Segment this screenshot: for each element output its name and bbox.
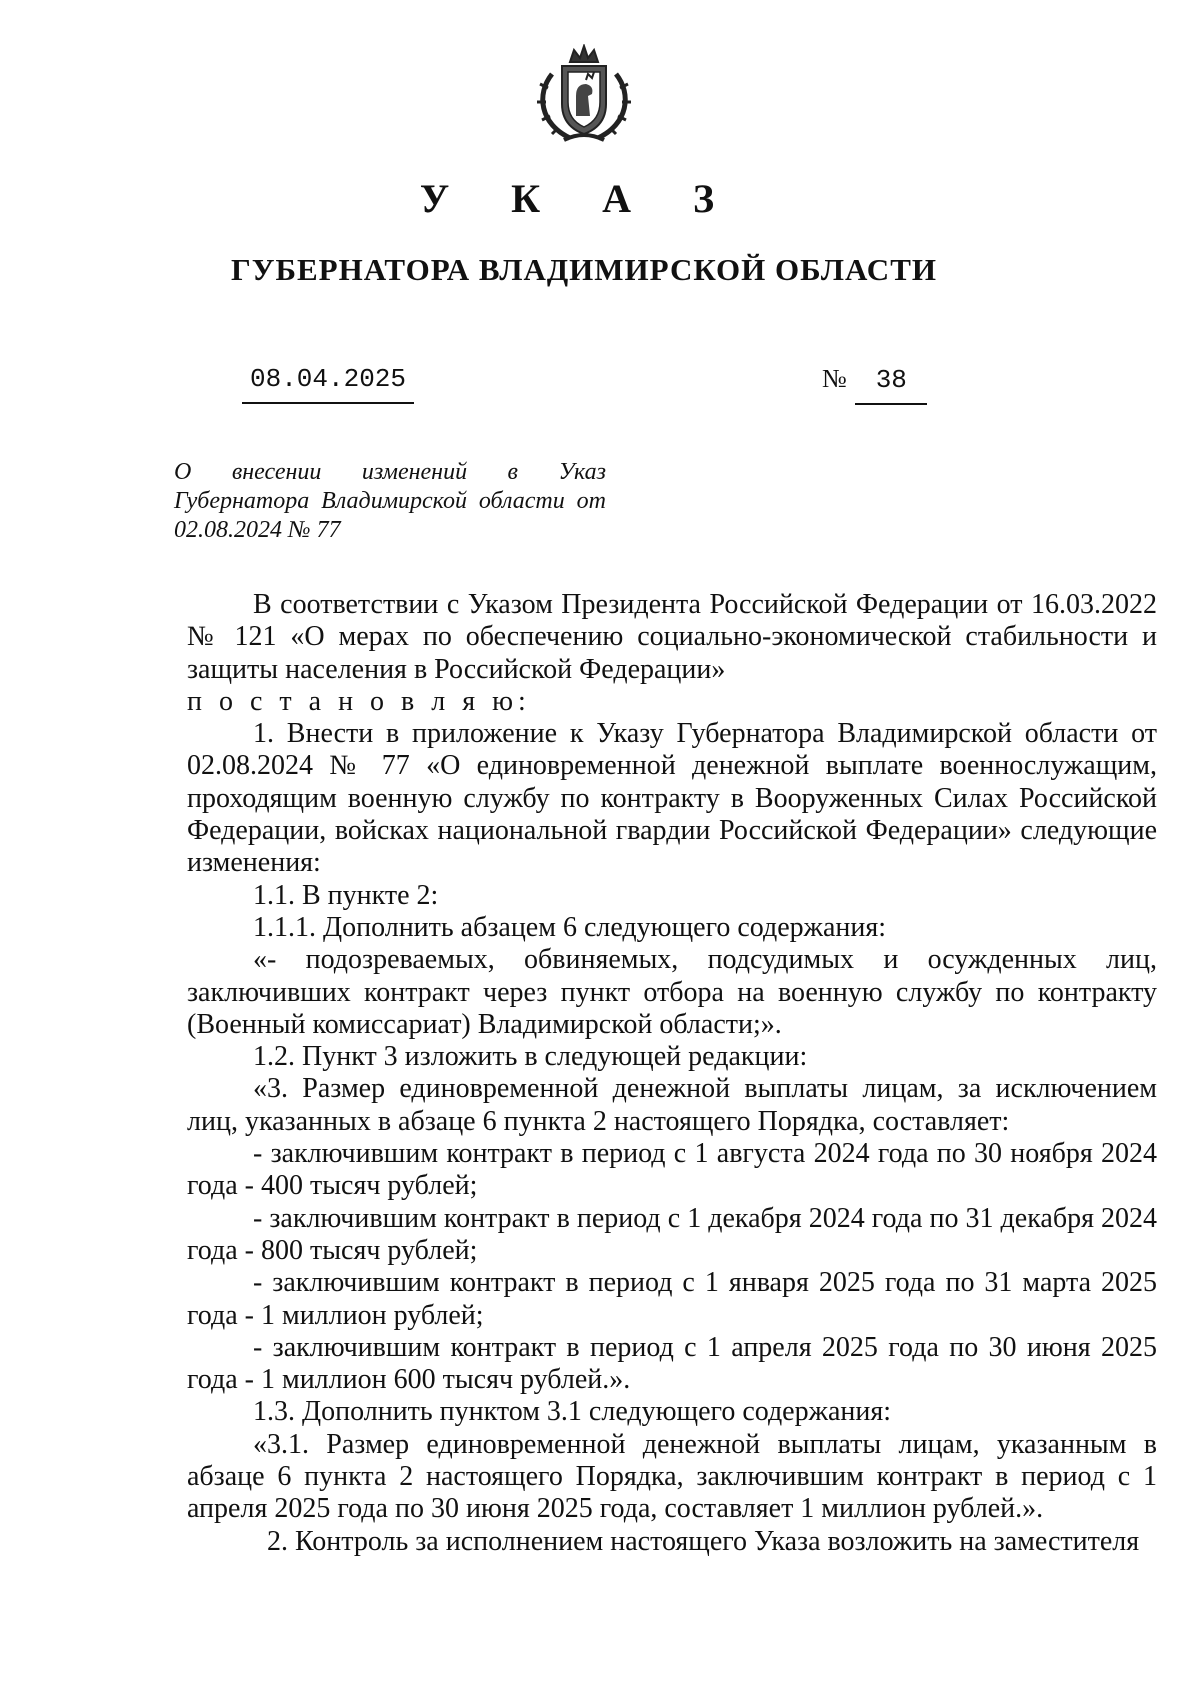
document-title: У К А З [419,176,741,221]
decree-word: п о с т а н о в л я ю: [187,685,531,717]
paragraph-1-1: 1.1. В пункте 2: [253,879,439,911]
paragraph-1-2-text: «3. Размер единовременной денежной выплаты лицам, за исключением лиц, указанных в абзаце 6 пункта 2 настоящего Порядка, составляет: [187,1073,1157,1137]
paragraph-1-2: 1.2. Пункт 3 изложить в следующей редакции: [253,1041,808,1073]
subject-line-2: Губернатора Владимирской области от [174,488,606,514]
preamble: В соответствии с Указом Президента Российской Федерации от 16.03.2022 № 121 «О мерах по обеспечению социально-экономической стабильности и защиты населения в Российской Федерации» [187,589,1157,685]
payment-item-4: - заключившим контракт в период с 1 апреля 2025 года по 30 июня 2025 года - 1 миллион 600 тысяч рублей.». [187,1331,1157,1396]
number-prefix: № [822,364,847,393]
coat-of-arms-emblem [530,44,638,144]
subject-line-3: 02.08.2024 № 77 [174,517,341,543]
paragraph-1: 1. Внести в приложение к Указу Губернатора Владимирской области от 02.08.2024 № 77 «О единовременной денежной выплате военнослужащим, проходящим военную службу по контракту в Вооруженных Силах Российской Федерации, войсках национальной гвардии Российской Федерации» следующие изменения: [187,718,1157,879]
decree-number [822,364,927,405]
paragraph-1-3: 1.3. Дополнить пунктом 3.1 следующего содержания: [253,1396,892,1428]
decree-date: 08.04.2025 [242,364,414,404]
paragraph-1-1-1-text: «- подозреваемых, обвиняемых, подсудимых и осужденных лиц, заключивших контракт через пункт отбора на военную службу по контракту (Военный комиссариат) Владимирской области;». [187,944,1157,1040]
subject-line-1: О внесении изменений в Указ [174,459,606,485]
payment-item-3: - заключившим контракт в период с 1 января 2025 года по 31 марта 2025 года - 1 миллион рублей; [187,1267,1157,1331]
payment-item-2: - заключившим контракт в период с 1 декабря 2024 года по 31 декабря 2024 года - 800 тысяч рублей; [187,1202,1157,1266]
paragraph-1-3-text: «3.1. Размер единовременной денежной выплаты лицам, указанным в абзаце 6 пункта 2 настоящего Порядка, заключившим контракт в период с 1 апреля 2025 года по 30 июня 2025 года, составляет 1 миллион рублей.». [187,1428,1157,1525]
decree-subject [174,458,606,545]
decree-body [187,589,1157,1558]
number-value: 38 [855,365,927,405]
payment-item-1: - заключившим контракт в период с 1 августа 2024 года по 30 ноября 2024 года - 400 тысяч рублей; [187,1138,1157,1202]
document-issuer: ГУБЕРНАТОРА ВЛАДИМИРСКОЙ ОБЛАСТИ [231,252,937,287]
paragraph-1-1-1: 1.1.1. Дополнить абзацем 6 следующего содержания: [253,911,887,943]
paragraph-2: 2. Контроль за исполнением настоящего Указа возложить на заместителя [267,1525,1140,1557]
